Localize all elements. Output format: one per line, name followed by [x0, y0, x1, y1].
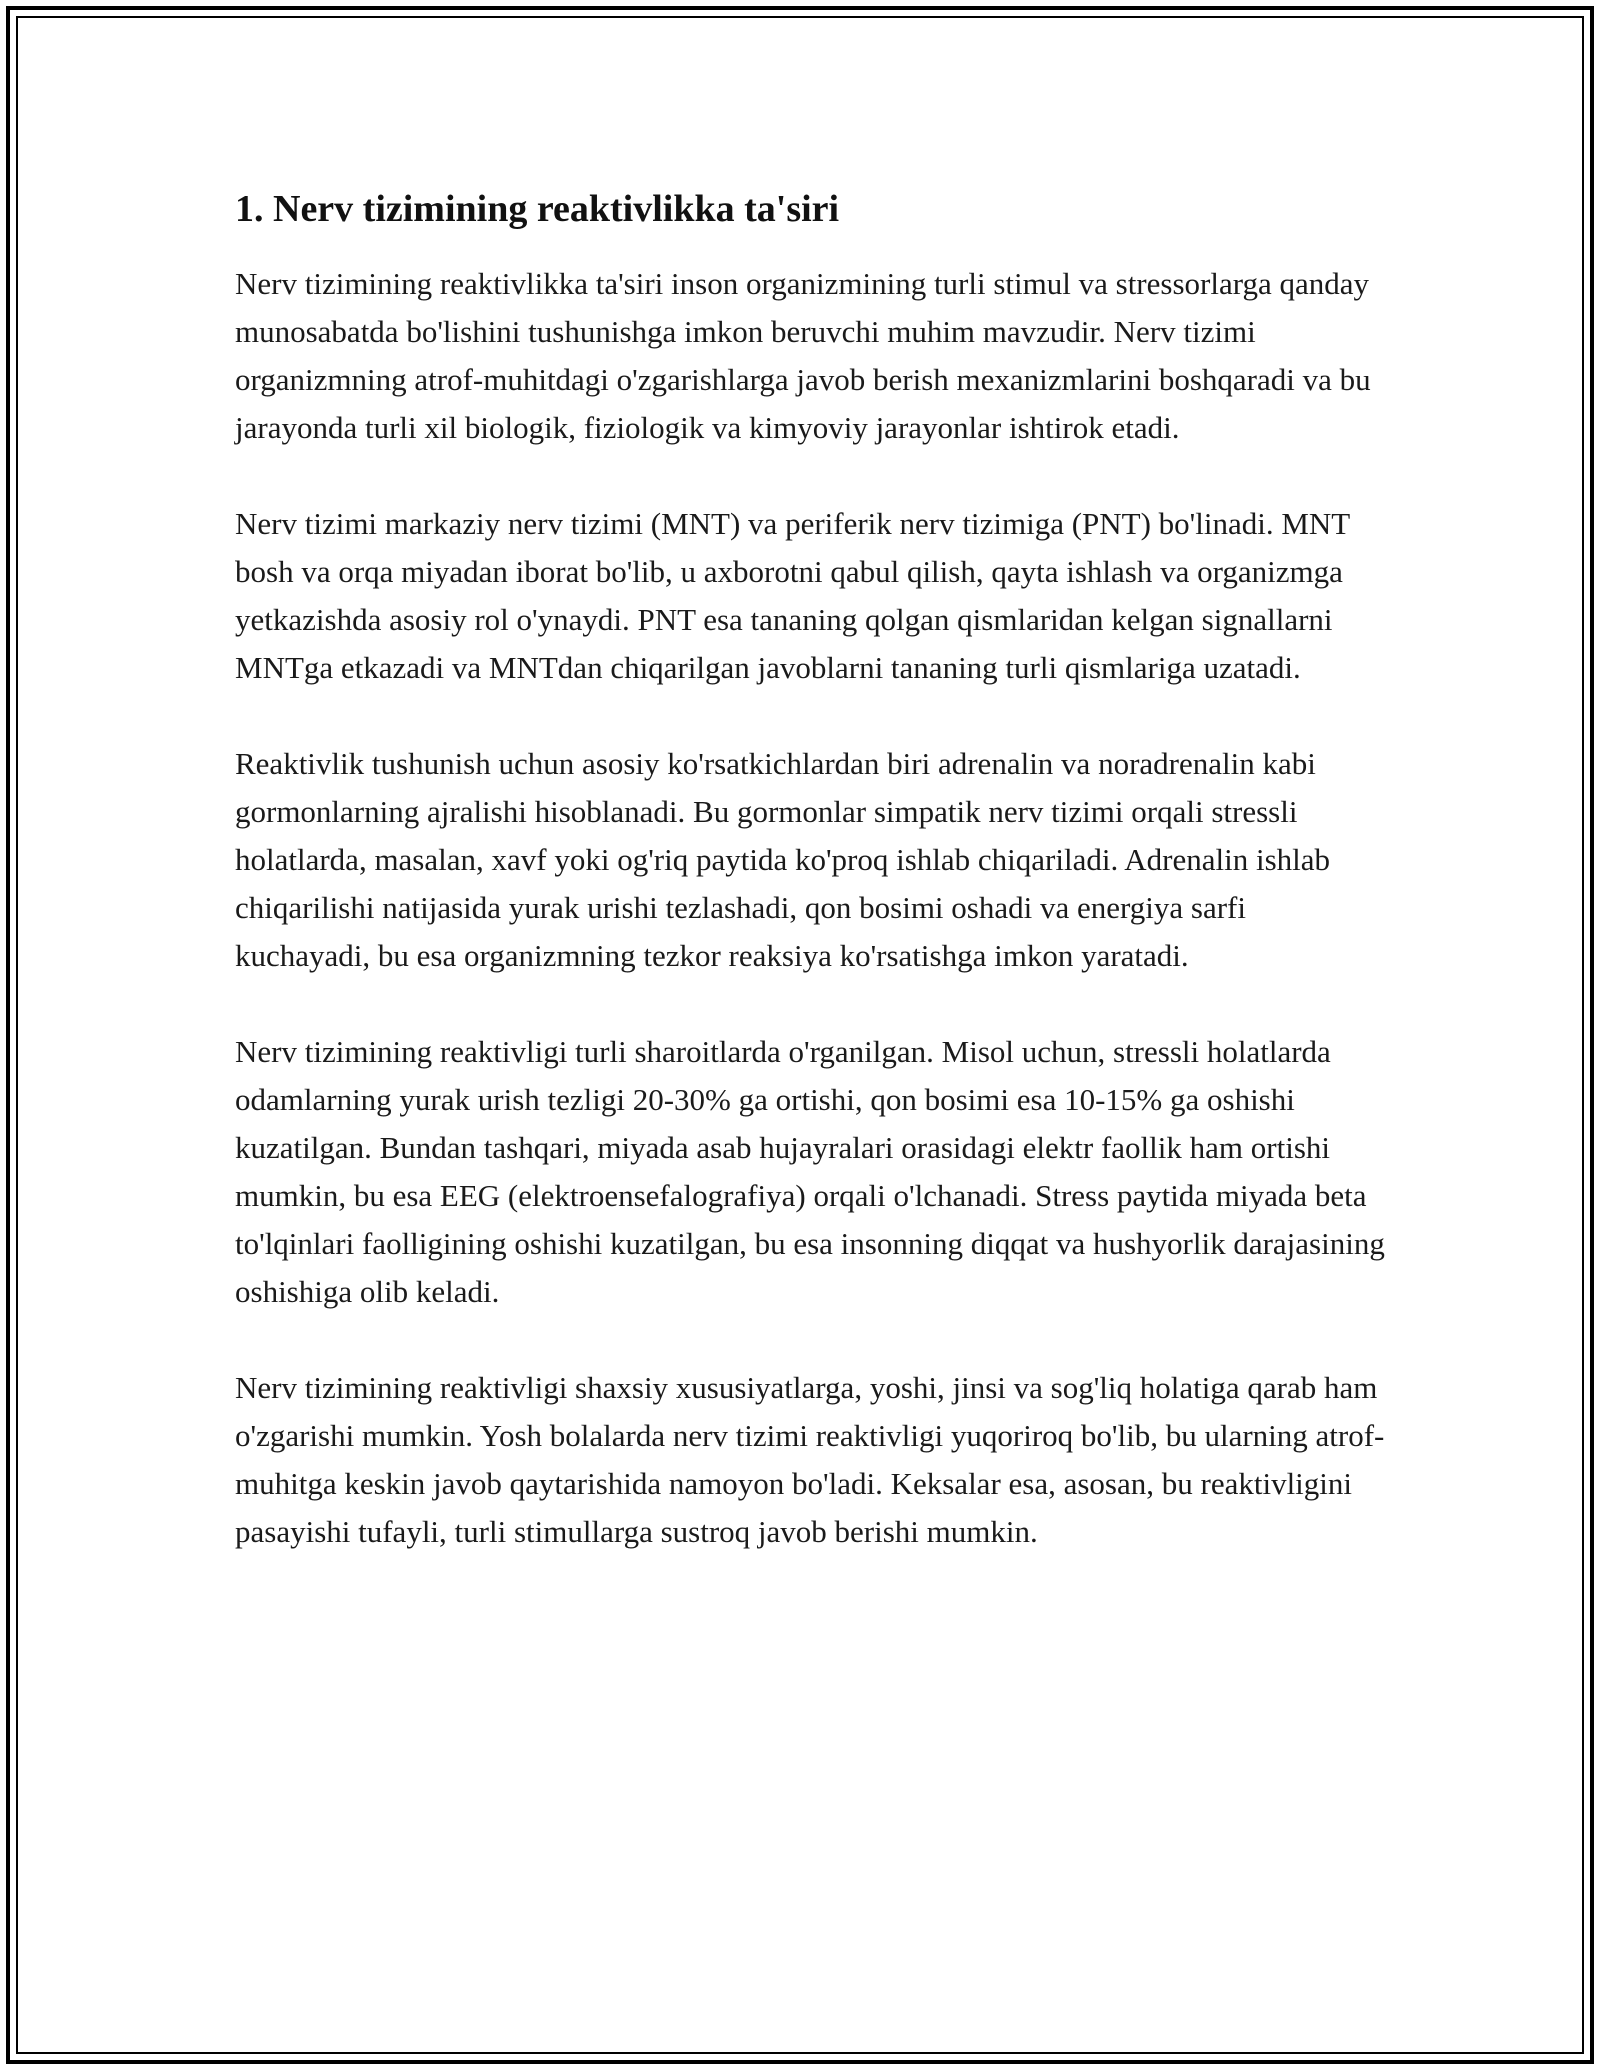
- paragraph-4: Nerv tizimining reaktivligi turli sharoitlarda o'rganilgan. Misol uchun, stressli holatlarda odamlarning yurak urish tezligi 20-30% ga ortishi, qon bosimi esa 10-15% ga oshishi kuzatilgan. Bundan tashqari, miyada asab hujayralari orasidagi elektr faollik ham ortishi mumkin, bu esa EEG (elektroensefalografiya) orqali o'lchanadi. Stress paytida miyada beta to'lqinlari faolligining oshishi kuzatilgan, bu esa insonning diqqat va hushyorlik darajasining oshishiga olib keladi.: [235, 1034, 1385, 1310]
- paragraph-2: Nerv tizimi markaziy nerv tizimi (MNT) va periferik nerv tizimiga (PNT) bo'linadi. MNT bosh va orqa miyadan iborat bo'lib, u axborotni qabul qilish, qayta ishlash va organizmga yetkazishda asosiy rol o'ynaydi. PNT esa tananing qolgan qismlaridan kelgan signallarni MNTga etkazadi va MNTdan chiqarilgan javoblarni tananing turli qismlariga uzatadi.: [235, 506, 1350, 686]
- paragraph-5: Nerv tizimining reaktivligi shaxsiy xususiyatlarga, yoshi, jinsi va sog'liq holatiga qarab ham o'zgarishi mumkin. Yosh bolalarda nerv tizimi reaktivligi yuqoriroq bo'lib, bu ularning atrof-muhitga keskin javob qaytarishida namoyon bo'ladi. Keksalar esa, asosan, bu reaktivligini pasayishi tufayli, turli stimullarga sustroq javob berishi mumkin.: [235, 1370, 1385, 1550]
- paragraph-1: Nerv tizimining reaktivlikka ta'siri inson organizmining turli stimul va stressorlarga qanday munosabatda bo'lishini tushunishga imkon beruvchi muhim mavzudir. Nerv tizimi organizmning atrof-muhitdagi o'zgarishlarga javob berish mexanizmlarini boshqaradi va bu jarayonda turli xil biologik, fiziologik va kimyoviy jarayonlar ishtirok etadi.: [235, 266, 1371, 446]
- paragraph-3: Reaktivlik tushunish uchun asosiy ko'rsatkichlardan biri adrenalin va noradrenalin kabi gormonlarning ajralishi hisoblanadi. Bu gormonlar simpatik nerv tizimi orqali stressli holatlarda, masalan, xavf yoki og'riq paytida ko'proq ishlab chiqariladi. Adrenalin ishlab chiqarilishi natijasida yurak urishi tezlashadi, qon bosimi oshadi va energiya sarfi kuchayadi, bu esa organizmning tezkor reaksiya ko'rsatishga imkon yaratadi.: [235, 746, 1331, 974]
- document-title: 1. Nerv tizimining reaktivlikka ta'siri: [235, 188, 840, 230]
- document-body: [235, 185, 1385, 1604]
